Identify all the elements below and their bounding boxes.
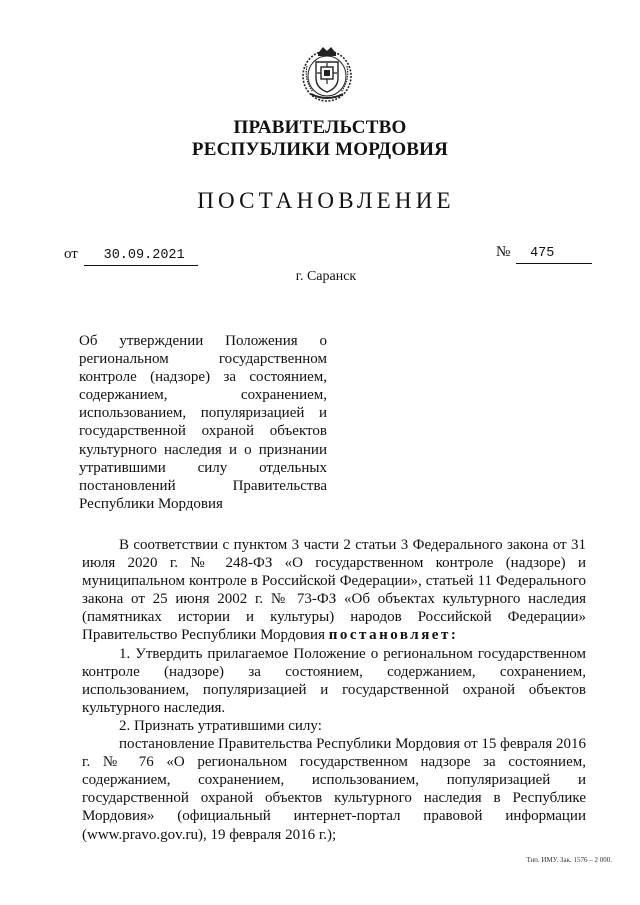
preamble-text: В соответствии с пунктом 3 части 2 статьи 3 Федерального закона от 31 июля 2020 г. № 248-ФЗ «О государственном контроле (надзоре) и муниципальном контроле в Российской Федерации», статьей 11 Федерального закона от 25 июня 2002 г. № 73-ФЗ «Об объектах культурного наследия (памятниках истории и культуры) народов Российской Федерации» Правительство Республики Мордовия [82, 537, 586, 644]
document-number [496, 243, 592, 264]
document-city: г. Саранск [295, 269, 357, 284]
print-code: Тип. ИМУ. Зак. 1576 – 2 000. [526, 856, 612, 864]
document-type-title: ПОСТАНОВЛЕНИЕ [197, 188, 455, 213]
number-prefix: № [496, 244, 511, 260]
mordovia-coat-of-arms-icon [299, 44, 355, 104]
item-2-sub-1-paragraph: постановление Правительства Республики Мордовия от 15 февраля 2016 г. № 76 «О региональном государственном надзоре за состоянием, содержанием, сохранением, использованием, популяризацией и государственной охраной объектов культурного наследия в Республике Мордовия» (официальный интернет-портал правовой информации (www.pravo.gov.ru), 19 февраля 2016 г.); [82, 736, 587, 843]
decree-word: постановляет: [328, 627, 459, 644]
number-value: 475 [516, 245, 592, 264]
preamble-paragraph [82, 536, 586, 645]
item-2-paragraph: 2. Признать утратившими силу: [119, 717, 322, 734]
document-body [82, 536, 586, 844]
organization-title-line2: РЕСПУБЛИКИ МОРДОВИЯ [191, 139, 449, 160]
item-1-paragraph: 1. Утвердить прилагаемое Положение о региональном государственном контроле (надзоре) за состоянием, содержанием, сохранением, использованием, популяризацией и государственной охраной объектов культурного наследия. [82, 645, 586, 716]
organization-title-line1: ПРАВИТЕЛЬСТВО [233, 117, 407, 138]
date-prefix: от [64, 246, 78, 262]
date-value: 30.09.2021 [84, 247, 198, 266]
document-date [64, 245, 198, 266]
document-subject: Об утверждении Положения о региональном государственном контроле (надзоре) за состоянием, содержанием, сохранением, использованием, популяризацией и государственной охраной объектов культурного наследия и о признании утратившими силу отдельных постановлений Правительства Республики Мордовия [79, 333, 327, 512]
